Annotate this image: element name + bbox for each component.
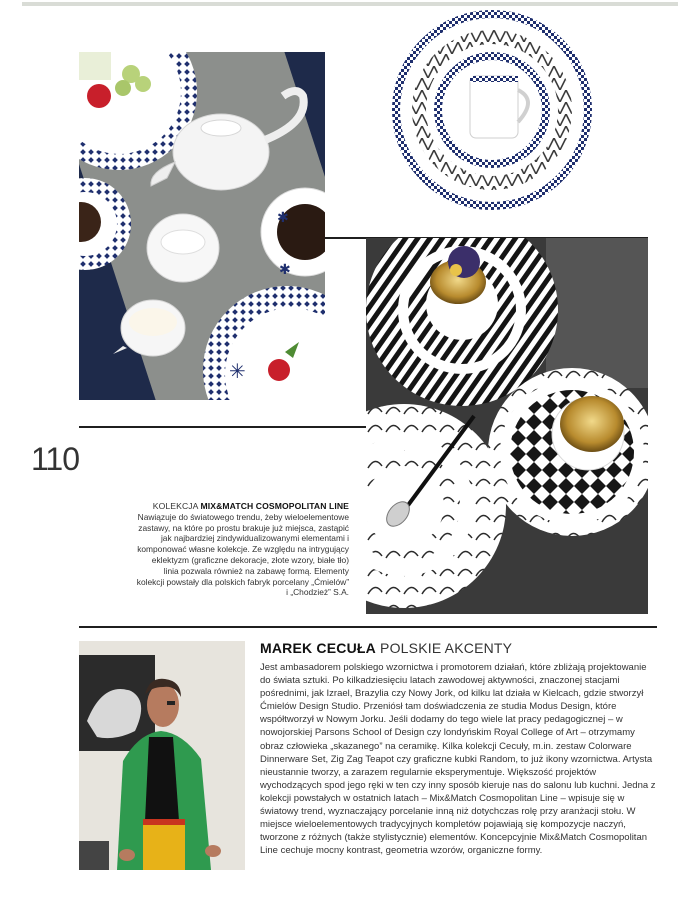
caption-kicker-prefix: KOLEKCJA <box>152 501 199 511</box>
article-name: MAREK CECUŁA <box>260 640 376 656</box>
svg-text:✱: ✱ <box>279 262 291 278</box>
caption-kicker-title: MIX&MATCH COSMOPOLITAN LINE <box>200 501 349 511</box>
designer-portrait-photo <box>79 641 245 870</box>
caption-kicker <box>153 501 349 511</box>
divider-bottom <box>79 626 657 628</box>
article-body: Jest ambasadorem polskiego wzornictwa i promotorem działań, które zbliżają projektowanie do świata sztuki. Po kilkadziesięciu latach zawodowej aktywności, znaczonej stacjami pośrednimi, jak Izrael, Brazylia czy Nowy Jork, od kilku lat działa w Kielcach, gdzie stworzył Ćmielów Design Studio. Przeniósł tam doświadczenia ze studia Modus Design, które współtworzył w Nowym Jorku. Jeśli dodamy do tego wiele lat pracy pedagogicznej – w nowojorskiej Parsons School of Design czy londyńskim Royal College of Art – otrzymamy obraz człowieka „skazanego” na ceramikę. Kilka kolekcji Cecuły, m.in. zestaw Colorware Dinnerware Set, Zig Zag Teapot czy graficzne kubki Random, to już ikony wzornictwa. Artysta nieustannie tworzy, a zarazem regularnie eksperymentuje. Większość projektów wychodzących spod jego ręki w ten czy inny sposób kieruje nas do salonu lub kuchni. Jedna z kolekcji powstałych w ostatnich latach – Mix&Match Cosmopolitan Line – wpisuje się w światowy trend, wyznaczający porcelanie inną niż dotychczas rolę przy aranżacji stołu. W miejsce wieloelementowych tradycyjnych kompletów pojawiają się kompozycje naczyń, tworzone z różnych (także stylistycznie) elementów. Koncepcyjnie Mix&Match Cosmopolitan Line cechuje mocny kontrast, geometria wzorów, organiczne formy. <box>260 662 656 857</box>
svg-text:✱: ✱ <box>277 210 289 226</box>
caption-body: Nawiązuje do światowego trendu, żeby wieloelementowe zastawy, na które po prostu brakuje już miejsca, zastąpić jak najbardziej zindywidualizowanymi elementami i komponować własne kolekcje. Ze względu na intrygujący eklektyzm (graficzne dekoracje, złote wzory, białe tło) linia pozwala również na zabawę formą. Elementy kolekcji powstały dla polskich fabryk porcelany „Ćmielów” i „Chodzież” S.A. <box>136 511 349 598</box>
page-number: 110 <box>31 441 80 477</box>
tea-set-photo <box>79 52 325 400</box>
collection-caption <box>136 501 349 598</box>
divider-middle <box>79 426 366 428</box>
svg-text:✳: ✳ <box>229 359 246 383</box>
cosmopolitan-plates-photo <box>392 6 592 216</box>
article-subtitle: POLSKIE AKCENTY <box>380 640 513 656</box>
article-heading <box>260 640 656 656</box>
black-white-plates-photo <box>366 238 648 614</box>
designer-article <box>260 640 656 857</box>
